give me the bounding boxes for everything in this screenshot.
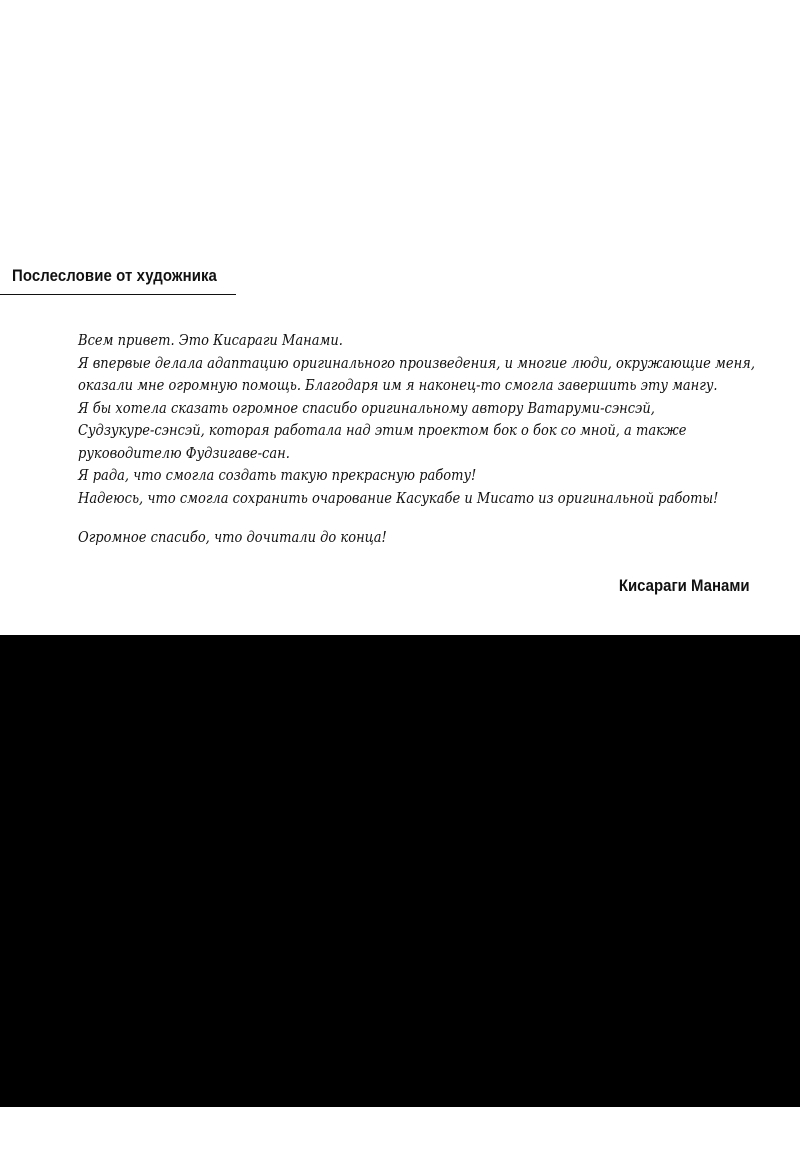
body-line: руководителю Фудзигаве-сан. — [78, 445, 290, 462]
body-line: Судзукуре-сэнсэй, которая работала над этим проектом бок о бок со мной, а также — [78, 423, 687, 439]
body-line: Надеюсь, что смогла сохранить очарование Касукабе и Мисато из оригинальной работы! — [78, 490, 719, 507]
body-line: Я впервые делала адаптацию оригинального произведения, и многие люди, окружающие меня, — [78, 355, 755, 372]
author-signature: Кисараги Манами — [619, 576, 750, 595]
black-panel — [0, 635, 800, 1107]
afterword-heading: Послесловие от художника — [12, 266, 217, 285]
body-line: Я рада, что смогла создать такую прекрасную работу! — [78, 468, 477, 484]
afterword-body — [78, 330, 778, 510]
body-line: Я бы хотела сказать огромное спасибо оригинальному автору Ватаруми-сэнсэй, — [78, 400, 655, 417]
closing-line: Огромное спасибо, что дочитали до конца! — [78, 530, 387, 546]
body-line: оказали мне огромную помощь. Благодаря им я наконец-то смогла завершить эту мангу. — [78, 378, 718, 394]
body-line: Всем привет. Это Кисараги Манами. — [78, 333, 343, 349]
heading-underline — [0, 294, 236, 295]
